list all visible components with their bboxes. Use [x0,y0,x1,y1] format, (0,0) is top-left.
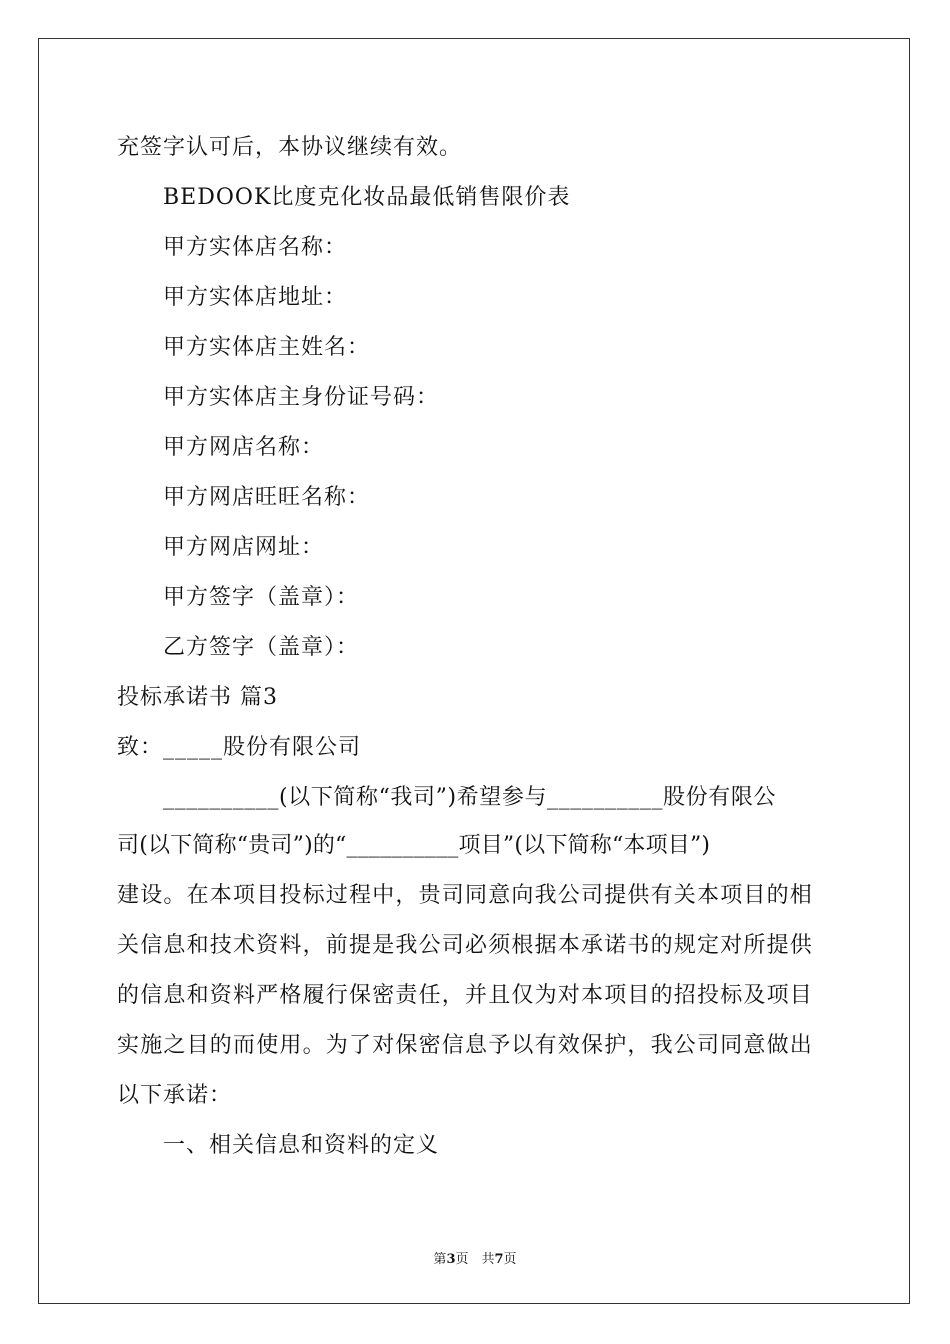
salutation: 致：_____股份有限公司 [117,735,362,760]
table-title: BEDOOK比度克化妆品最低销售限价表 [163,185,571,210]
footer-label: 页 [503,1252,517,1267]
field-wangwang-name: 甲方网店旺旺名称： [163,485,371,510]
paragraph-line: 实施之目的而使用。为了对保密信息予以有效保护，我公司同意做出 [117,1033,814,1058]
field-owner-id: 甲方实体店主身份证号码： [163,385,440,410]
field-store-address: 甲方实体店地址： [163,285,348,310]
field-party-a-signature: 甲方签字（盖章）： [163,585,360,610]
footer-label: 页 共 [455,1252,495,1267]
paragraph-line: 的信息和资料严格履行保密责任，并且仅为对本项目的招投标及项目 [117,983,814,1008]
field-owner-name: 甲方实体店主姓名： [163,335,371,360]
text-line: 充签字认可后，本协议继续有效。 [117,135,463,160]
total-pages: 7 [494,1252,504,1267]
section-heading: 投标承诺书 篇3 [117,685,278,710]
page-border [38,38,910,1304]
page-footer [0,1248,950,1267]
footer-label: 第 [433,1252,447,1267]
paragraph-line: 建设。在本项目投标过程中，贵司同意向我公司提供有关本项目的相 [117,883,814,908]
paragraph-line: 关信息和技术资料，前提是我公司必须根据本承诺书的规定对所提供 [117,933,814,958]
field-online-store-url: 甲方网店网址： [163,535,325,560]
field-online-store-name: 甲方网店名称： [163,435,325,460]
page-number: 3 [446,1252,456,1267]
paragraph-line: 司(以下简称“贵司”)的“__________项目”(以下简称“本项目”) [117,833,711,858]
field-party-b-signature: 乙方签字（盖章）： [163,635,360,660]
field-store-name: 甲方实体店名称： [163,235,348,260]
paragraph-line: __________(以下简称“我司”)希望参与__________股份有限公 [163,785,777,810]
paragraph-line: 以下承诺： [117,1083,233,1108]
subsection-heading: 一、相关信息和资料的定义 [163,1133,440,1158]
